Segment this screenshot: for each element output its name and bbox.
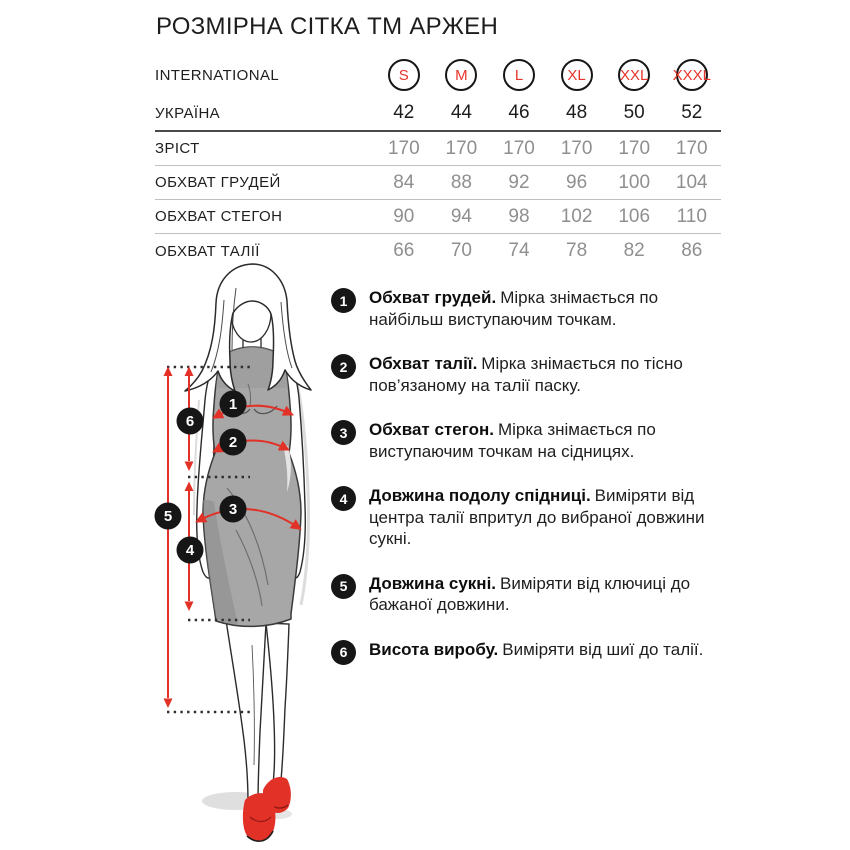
- table-value: 170: [445, 137, 478, 159]
- table-value: 86: [681, 240, 703, 261]
- svg-text:4: 4: [185, 542, 195, 559]
- woman-figure: [185, 264, 311, 841]
- ukraine-size: 42: [393, 102, 415, 123]
- row-label-international: INTERNATIONAL: [155, 66, 280, 84]
- figure-marker-4: [177, 537, 204, 564]
- measurement-item: [331, 573, 731, 616]
- legend-term: Довжина сукні.: [369, 573, 497, 593]
- table-value: 110: [676, 205, 707, 227]
- page-title: РОЗМІРНА СІТКА ТМ АРЖЕН: [156, 13, 499, 40]
- size-badge-xxxl: [672, 59, 711, 91]
- measurement-item: [331, 639, 731, 665]
- table-value: 66: [393, 240, 415, 261]
- measurement-item: [331, 353, 731, 396]
- table-value: 92: [508, 171, 530, 193]
- measurement-legend: [331, 287, 731, 688]
- ukraine-size: 44: [450, 102, 472, 123]
- table-value: 102: [560, 205, 593, 227]
- legend-text: [369, 573, 731, 616]
- legend-term: Обхват талії.: [369, 354, 478, 373]
- measurement-item: [331, 485, 731, 550]
- legend-term: Обхват грудей.: [369, 288, 497, 307]
- row-label-ukraine: УКРАЇНА: [155, 104, 221, 122]
- legend-number-badge: 4: [331, 486, 356, 511]
- table-value: 78: [566, 240, 588, 261]
- figure-marker-2: [220, 429, 247, 456]
- legend-number-badge: 1: [331, 288, 356, 313]
- svg-text:3: 3: [228, 501, 238, 518]
- legend-number-badge: 3: [331, 420, 356, 445]
- table-row-international: [155, 54, 721, 96]
- table-value: 100: [618, 171, 651, 193]
- size-table: [155, 54, 721, 268]
- size-badge-xxl: [618, 59, 650, 91]
- figure-marker-6: [177, 408, 204, 435]
- size-badge-label: L: [514, 66, 524, 84]
- measurement-item: [331, 287, 731, 330]
- legend-term: Довжина подолу спідниці.: [369, 486, 591, 505]
- table-value: 106: [618, 205, 651, 227]
- size-badge-s: [388, 59, 420, 91]
- figure-marker-1: [220, 391, 247, 418]
- table-value: 70: [450, 240, 472, 261]
- table-value: 170: [675, 137, 708, 159]
- table-value: 96: [566, 171, 588, 193]
- legend-text: [369, 485, 731, 550]
- table-value: 74: [508, 240, 530, 261]
- legend-description: Мірка знімається по тісно пов’язаному на талії паску.: [369, 354, 683, 395]
- table-value: 88: [450, 171, 472, 193]
- table-value: 104: [675, 171, 708, 193]
- legend-description: Мірка знімається по найбільш виступаючим точкам.: [369, 288, 659, 329]
- table-value: 84: [393, 171, 415, 193]
- table-row-ukraine: [155, 96, 721, 132]
- legend-text: [369, 419, 731, 462]
- size-badge-xl: [561, 59, 593, 91]
- legend-term: Обхват стегон.: [369, 420, 494, 439]
- svg-text:2: 2: [228, 434, 238, 451]
- table-value: 98: [508, 205, 530, 227]
- table-value: 94: [450, 205, 472, 227]
- row-label: ОБХВАТ ТАЛІЇ: [155, 242, 260, 260]
- legend-text: [369, 287, 731, 330]
- table-value: 170: [560, 137, 593, 159]
- figure-illustration: [140, 262, 340, 850]
- table-value: 170: [618, 137, 651, 159]
- table-value: 82: [623, 240, 645, 261]
- legend-number-badge: 5: [331, 574, 356, 599]
- table-row-height: [155, 132, 721, 166]
- legend-description: Виміряти від центра талії впритул до вибраної довжини сукні.: [369, 486, 705, 548]
- measurement-item: [331, 419, 731, 462]
- legend-number-badge: 6: [331, 640, 356, 665]
- ukraine-size: 50: [623, 102, 645, 123]
- table-value: 170: [387, 137, 420, 159]
- table-row-hips: [155, 200, 721, 234]
- legend-term: Висота виробу.: [369, 639, 499, 659]
- ukraine-size: 46: [508, 102, 530, 123]
- size-badge-label: XXXL: [672, 66, 711, 84]
- svg-text:6: 6: [185, 413, 195, 430]
- size-badge-label: M: [455, 66, 468, 84]
- table-row-chest: [155, 166, 721, 200]
- legend-description: Мірка знімається по виступаючим точкам на сідницях.: [369, 420, 656, 461]
- legend-text: [369, 639, 731, 665]
- table-value: 90: [393, 205, 415, 227]
- table-value: 170: [503, 137, 535, 159]
- ukraine-size: 52: [681, 102, 703, 123]
- legend-description: Виміряти від ключиці до бажаної довжини.: [369, 573, 691, 614]
- legend-number-badge: 2: [331, 354, 356, 379]
- figure-marker-5: [155, 503, 182, 530]
- size-badge-m: [445, 59, 477, 91]
- svg-text:5: 5: [163, 508, 173, 525]
- legend-description: Виміряти від шиї до талії.: [502, 639, 704, 659]
- size-badge-label: XL: [567, 66, 586, 84]
- svg-text:1: 1: [228, 396, 238, 413]
- size-badge-label: XXL: [620, 66, 649, 84]
- size-badge-l: [503, 59, 535, 91]
- legend-text: [369, 353, 731, 396]
- figure-marker-3: [220, 496, 247, 523]
- ukraine-size: 48: [566, 102, 588, 123]
- size-badge-label: S: [398, 66, 409, 84]
- row-label: ОБХВАТ СТЕГОН: [155, 208, 283, 225]
- row-label: ОБХВАТ ГРУДЕЙ: [155, 174, 281, 191]
- row-label: ЗРІСТ: [155, 140, 200, 157]
